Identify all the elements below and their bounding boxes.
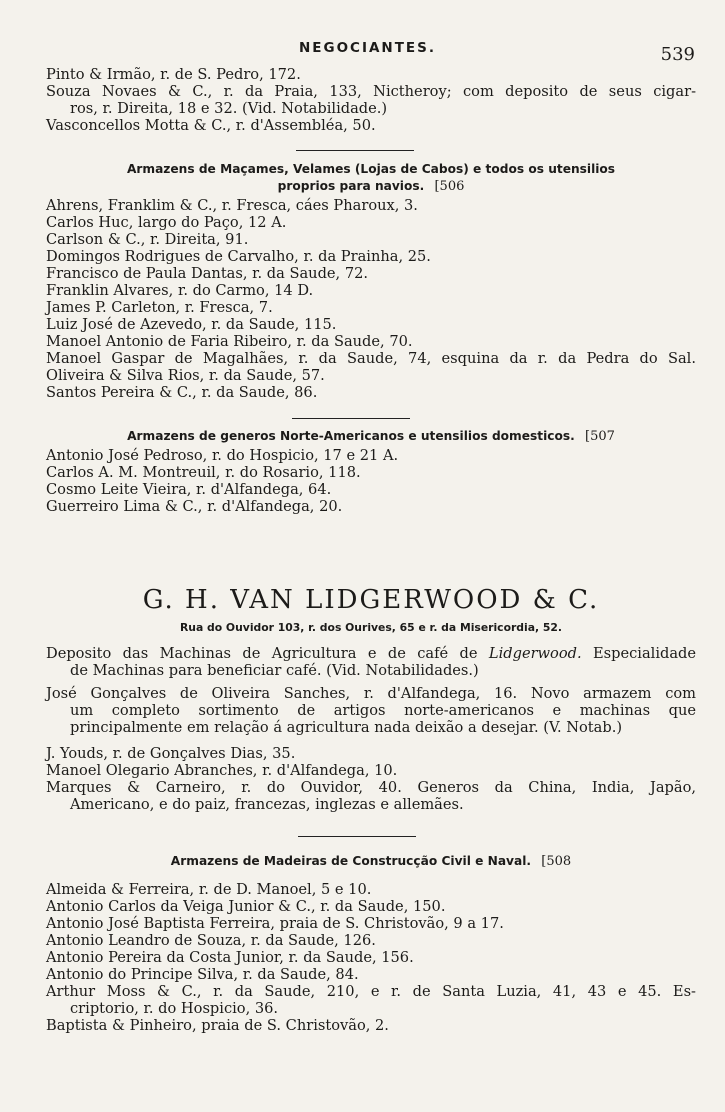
section-title: proprios para navios. <box>277 179 425 193</box>
entry: Antonio José Pedroso, r. do Hospicio, 17 e 21 A. <box>46 447 399 464</box>
entry-text: Deposito das Machinas de Agricultura e de café de <box>46 645 478 662</box>
entry-continuation: um completo sortimento de artigos norte-americanos e machinas que <box>70 702 696 719</box>
entry: Antonio do Principe Silva, r. da Saude, 84. <box>46 966 359 983</box>
section-title: Armazens de Maçames, Velames (Lojas de Cabos) e todos os utensilios <box>126 162 616 176</box>
advert-address: Rua do Ouvidor 103, r. dos Ourives, 65 e r. da Misericordia, 52. <box>179 621 563 634</box>
entry: Marques & Carneiro, r. do Ouvidor, 40. Generos da China, India, Japão, <box>46 779 696 796</box>
entry: Baptista & Pinheiro, praia de S. Christovão, 2. <box>46 1017 389 1034</box>
entry-continuation: de Machinas para beneficiar café. (Vid. Notabilidades.) <box>70 662 479 679</box>
running-title: NEGOCIANTES. <box>298 40 437 56</box>
entry: Carlos Huc, largo do Paço, 12 A. <box>46 214 287 231</box>
entry: Manoel Gaspar de Magalhães, r. da Saude, 74, esquina da r. da Pedra do Sal. <box>46 350 696 367</box>
entry: Arthur Moss & C., r. da Saude, 210, e r. de Santa Luzia, 41, 43 e 45. Es- <box>46 983 696 1000</box>
entry: Antonio Leandro de Souza, r. da Saude, 126. <box>46 932 376 949</box>
entry: Antonio Pereira da Costa Junior, r. da Saude, 156. <box>46 949 414 966</box>
entry: José Gonçalves de Oliveira Sanches, r. d'Alfandega, 16. Novo armazem com <box>46 685 696 702</box>
page-header <box>40 40 695 64</box>
entry: Vasconcellos Motta & C., r. d'Assembléa, 50. <box>46 117 376 134</box>
section-number: [508 <box>541 854 572 869</box>
entry: Ahrens, Franklim & C., r. Fresca, cáes Pharoux, 3. <box>46 197 418 214</box>
entry: Souza Novaes & C., r. da Praia, 133, Nictheroy; com deposito de seus cigar- <box>46 83 696 100</box>
section-heading-508 <box>46 853 696 870</box>
page-number: 539 <box>660 44 695 65</box>
entry-continuation: criptorio, r. do Hospicio, 36. <box>70 1000 279 1017</box>
section-rule <box>292 418 410 419</box>
entry: Franklin Alvares, r. do Carmo, 14 D. <box>46 282 314 299</box>
entry <box>46 645 696 662</box>
entry: Santos Pereira & C., r. da Saude, 86. <box>46 384 318 401</box>
section-rule <box>296 150 414 151</box>
section-title: Armazens de Madeiras de Construcção Civil e Naval. <box>170 854 532 868</box>
entry: J. Youds, r. de Gonçalves Dias, 35. <box>46 745 296 762</box>
entry: Carlson & C., r. Direita, 91. <box>46 231 249 248</box>
entry: Pinto & Irmão, r. de S. Pedro, 172. <box>46 66 301 83</box>
section-heading-507 <box>46 428 696 445</box>
entry-text: Especialidade <box>593 645 697 662</box>
section-title: Armazens de generos Norte-Americanos e utensilios domesticos. <box>127 429 575 443</box>
section-heading-506-line2 <box>46 178 696 195</box>
entry: James P. Carleton, r. Fresca, 7. <box>46 299 273 316</box>
entry: Antonio José Baptista Ferreira, praia de S. Christovão, 9 a 17. <box>46 915 504 932</box>
entry: Domingos Rodrigues de Carvalho, r. da Prainha, 25. <box>46 248 431 265</box>
entry: Manoel Antonio de Faria Ribeiro, r. da Saude, 70. <box>46 333 413 350</box>
entry: Francisco de Paula Dantas, r. da Saude, 72. <box>46 265 369 282</box>
entry: Manoel Olegario Abranches, r. d'Alfandega, 10. <box>46 762 398 779</box>
entry-continuation: principalmente em relação á agricultura nada deixão a desejar. (V. Notab.) <box>70 719 623 736</box>
entry: Guerreiro Lima & C., r. d'Alfandega, 20. <box>46 498 343 515</box>
section-rule <box>298 836 416 837</box>
entry-continuation: ros, r. Direita, 18 e 32. (Vid. Notabilidade.) <box>70 100 388 117</box>
entry: Carlos A. M. Montreuil, r. do Rosario, 118. <box>46 464 361 481</box>
entry: Antonio Carlos da Veiga Junior & C., r. da Saude, 150. <box>46 898 446 915</box>
entry-italic: Lidgerwood. <box>488 645 582 662</box>
entry: Cosmo Leite Vieira, r. d'Alfandega, 64. <box>46 481 332 498</box>
section-number: [507 <box>585 429 615 444</box>
section-number: [506 <box>434 179 465 194</box>
entry: Luiz José de Azevedo, r. da Saude, 115. <box>46 316 337 333</box>
entry: Almeida & Ferreira, r. de D. Manoel, 5 e 10. <box>46 881 372 898</box>
advert-banner: G. H. VAN LIDGERWOOD & C. <box>142 585 600 615</box>
entry: Oliveira & Silva Rios, r. da Saude, 57. <box>46 367 325 384</box>
entry-continuation: Americano, e do paiz, francezas, inglezas e allemães. <box>70 796 464 813</box>
section-heading-506 <box>46 161 696 177</box>
